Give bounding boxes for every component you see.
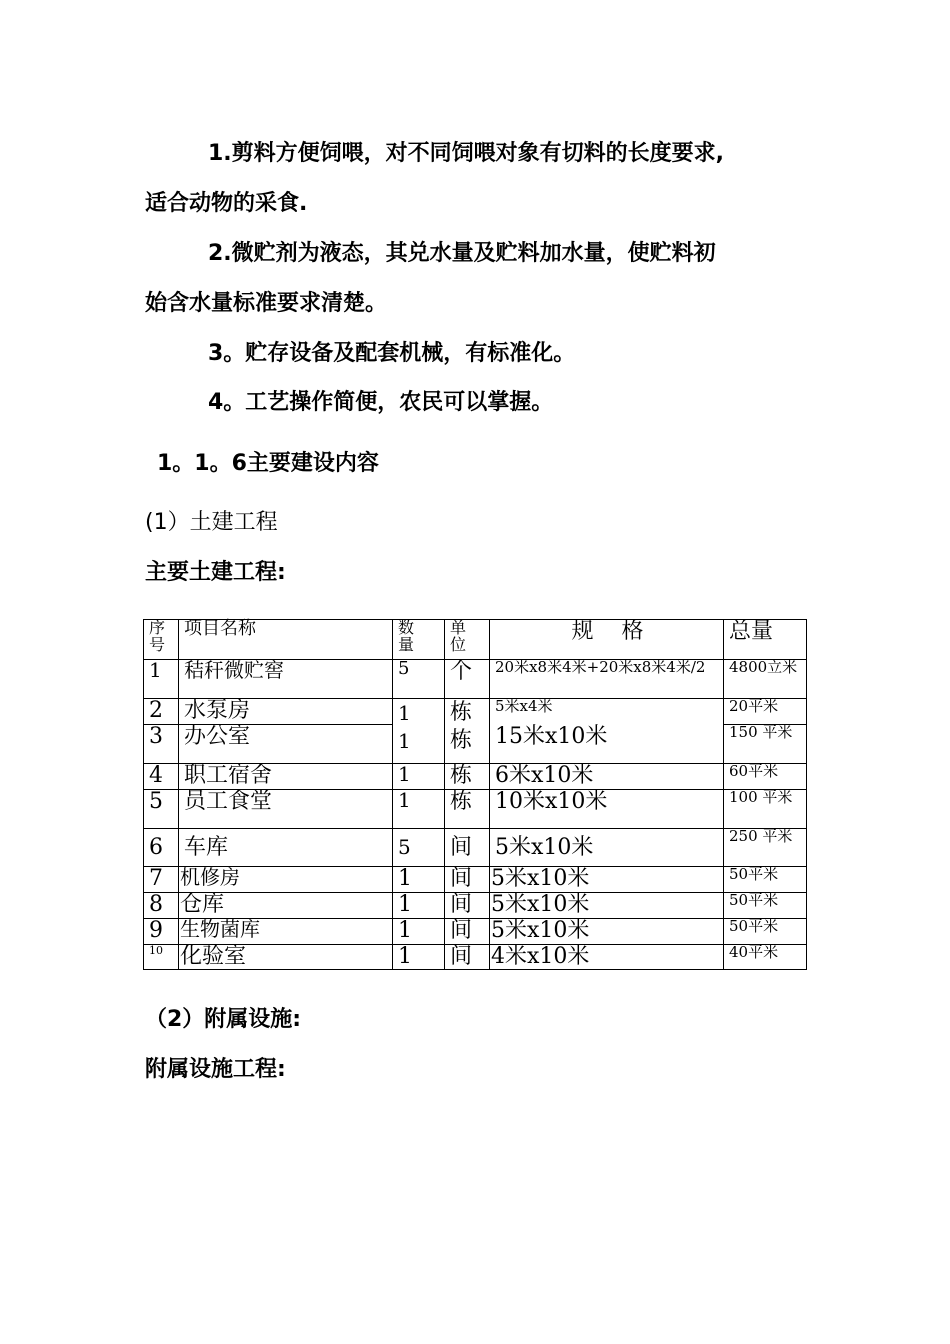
cell-spec: 5米x4米	[490, 699, 724, 725]
section-heading: 1。1。6主要建设内容	[157, 451, 379, 476]
cell-no: 6	[144, 829, 179, 867]
paragraph-2-line-1: 2.微贮剂为液态，其兑水量及贮料加水量，使贮料初	[208, 241, 716, 266]
cell-total: 50平米	[724, 893, 807, 919]
cell-total: 150 平米	[724, 725, 807, 764]
cell-no: 4	[144, 764, 179, 790]
subsection-heading-ancillary: （2）附属设施:	[145, 1007, 302, 1032]
cell-spec: 20米x8米4米+20米x8米4米/2	[490, 660, 724, 699]
cell-unit: 间	[445, 867, 490, 893]
cell-qty: 5	[393, 660, 445, 699]
cell-qty: 1	[393, 893, 445, 919]
cell-qty-merged: 1 1	[393, 699, 445, 764]
cell-spec: 5米x10米	[490, 867, 724, 893]
cell-total: 50平米	[724, 867, 807, 893]
cell-spec: 5米x10米	[490, 919, 724, 945]
cell-unit-merged: 栋 栋	[445, 699, 490, 764]
cell-unit: 个	[445, 660, 490, 699]
table-row	[144, 790, 807, 829]
paragraph-3: 3。贮存设备及配套机械，有标准化。	[208, 341, 576, 366]
cell-no: 5	[144, 790, 179, 829]
subsection-heading-civil: (1）土建工程	[145, 510, 278, 535]
cell-qty: 1	[393, 919, 445, 945]
paragraph-2-line-2: 始含水量标准要求清楚。	[145, 291, 388, 316]
cell-name: 化验室	[179, 945, 393, 970]
cell-no: 1	[144, 660, 179, 699]
cell-total: 40平米	[724, 945, 807, 970]
table-row	[144, 945, 807, 970]
cell-no: 8	[144, 893, 179, 919]
cell-name: 仓库	[179, 893, 393, 919]
cell-qty: 5	[393, 829, 445, 867]
header-unit: 单位	[445, 620, 490, 660]
cell-no: 10	[144, 945, 179, 970]
cell-spec: 6米x10米	[490, 764, 724, 790]
table-row	[144, 893, 807, 919]
cell-qty: 1	[393, 945, 445, 970]
cell-spec: 10米x10米	[490, 790, 724, 829]
cell-name: 车库	[179, 829, 393, 867]
header-total: 总量	[724, 620, 807, 660]
cell-total: 60平米	[724, 764, 807, 790]
cell-qty: 1	[393, 790, 445, 829]
table-row	[144, 660, 807, 699]
paragraph-1-line-2: 适合动物的采食.	[145, 191, 308, 216]
cell-total: 4800立米	[724, 660, 807, 699]
cell-qty: 1	[393, 867, 445, 893]
cell-name: 水泵房	[179, 699, 393, 725]
cell-spec: 15米x10米	[490, 725, 724, 764]
cell-no: 3	[144, 725, 179, 764]
cell-spec: 5米x10米	[490, 829, 724, 867]
table-row	[144, 919, 807, 945]
header-no: 序号	[144, 620, 179, 660]
cell-qty: 1	[393, 764, 445, 790]
cell-spec: 4米x10米	[490, 945, 724, 970]
civil-works-title: 主要土建工程:	[145, 560, 286, 585]
paragraph-4: 4。工艺操作简便，农民可以掌握。	[208, 390, 554, 415]
cell-spec: 5米x10米	[490, 893, 724, 919]
cell-no: 2	[144, 699, 179, 725]
cell-total: 20平米	[724, 699, 807, 725]
table-row	[144, 867, 807, 893]
header-name: 项目名称	[179, 620, 393, 660]
table-row	[144, 764, 807, 790]
cell-unit: 间	[445, 829, 490, 867]
cell-unit: 间	[445, 893, 490, 919]
cell-total: 50平米	[724, 919, 807, 945]
table-header-row	[144, 620, 807, 660]
paragraph-1-line-1: 1.剪料方便饲喂，对不同饲喂对象有切料的长度要求,	[208, 141, 725, 166]
civil-works-table	[143, 619, 807, 970]
cell-total: 250 平米	[724, 829, 807, 867]
cell-total: 100 平米	[724, 790, 807, 829]
table-row	[144, 829, 807, 867]
cell-unit: 栋	[445, 790, 490, 829]
cell-name: 职工宿舍	[179, 764, 393, 790]
cell-unit: 栋	[445, 764, 490, 790]
cell-name: 机修房	[179, 867, 393, 893]
cell-name: 员工食堂	[179, 790, 393, 829]
cell-name: 生物菌库	[179, 919, 393, 945]
header-qty: 数量	[393, 620, 445, 660]
ancillary-works-title: 附属设施工程:	[145, 1057, 286, 1082]
cell-unit: 间	[445, 919, 490, 945]
cell-unit: 间	[445, 945, 490, 970]
table-row	[144, 699, 807, 725]
cell-no: 9	[144, 919, 179, 945]
header-spec: 规 格	[490, 620, 724, 660]
cell-name: 秸秆微贮窖	[179, 660, 393, 699]
cell-name: 办公室	[179, 725, 393, 764]
cell-no: 7	[144, 867, 179, 893]
